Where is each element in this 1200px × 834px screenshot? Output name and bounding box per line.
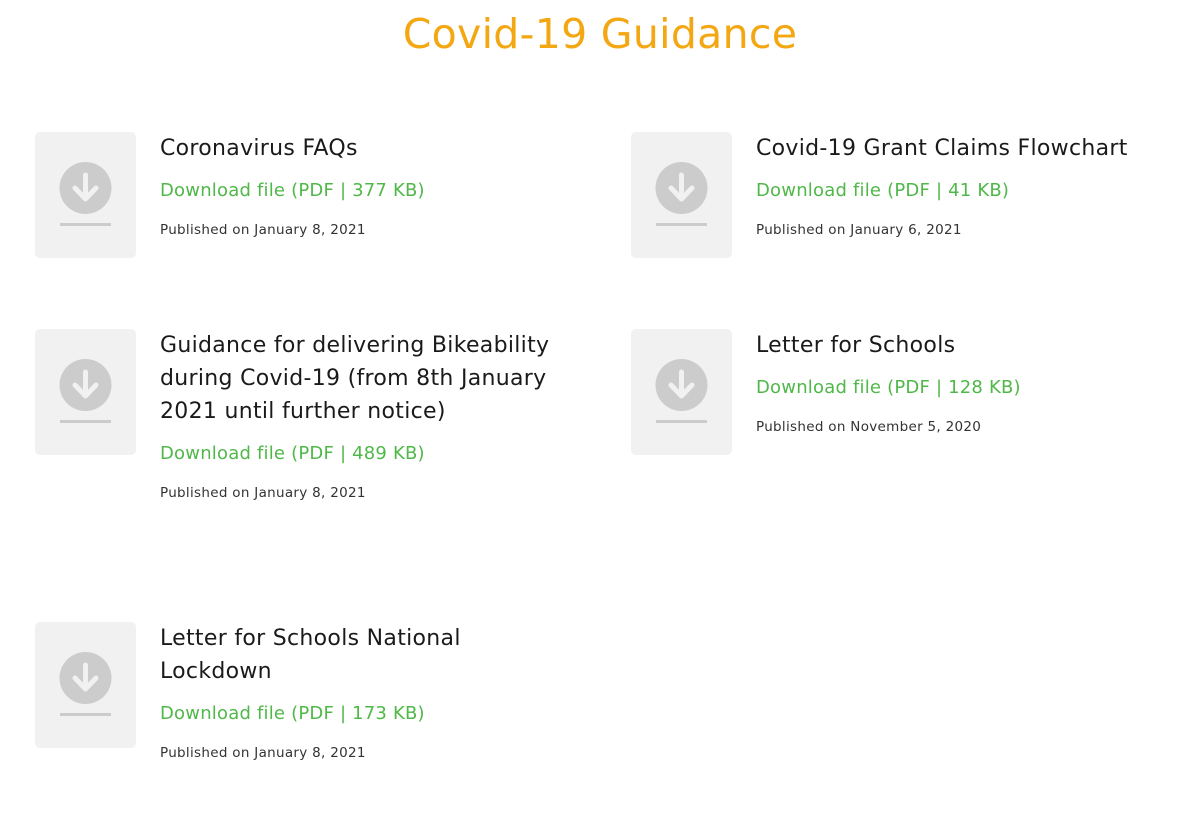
published-date: Published on January 6, 2021 bbox=[756, 222, 962, 238]
file-thumbnail[interactable] bbox=[35, 132, 136, 258]
download-link[interactable]: Download file (PDF | 489 KB) bbox=[160, 443, 425, 464]
document-title: Covid-19 Grant Claims Flowchart bbox=[756, 136, 1128, 161]
document-title: Coronavirus FAQs bbox=[160, 136, 358, 161]
published-date: Published on January 8, 2021 bbox=[160, 745, 366, 761]
file-thumbnail[interactable] bbox=[631, 329, 732, 455]
download-icon bbox=[35, 329, 136, 455]
download-icon bbox=[35, 132, 136, 258]
document-title: Letter for Schools bbox=[756, 333, 956, 358]
download-link[interactable]: Download file (PDF | 377 KB) bbox=[160, 180, 425, 201]
published-date: Published on November 5, 2020 bbox=[756, 419, 982, 435]
page-title: Covid-19 Guidance bbox=[402, 10, 798, 58]
document-title: Letter for Schools National Lockdown bbox=[160, 626, 461, 684]
download-link[interactable]: Download file (PDF | 41 KB) bbox=[756, 180, 1010, 201]
download-icon bbox=[631, 329, 732, 455]
download-icon bbox=[35, 622, 136, 748]
file-thumbnail[interactable] bbox=[35, 329, 136, 455]
file-thumbnail[interactable] bbox=[35, 622, 136, 748]
download-icon bbox=[631, 132, 732, 258]
download-link[interactable]: Download file (PDF | 173 KB) bbox=[160, 703, 425, 724]
published-date: Published on January 8, 2021 bbox=[160, 222, 366, 238]
download-link[interactable]: Download file (PDF | 128 KB) bbox=[756, 377, 1021, 398]
document-title: Guidance for delivering Bikeability during Covid-19 (from 8th January 2021 until further notice) bbox=[160, 333, 550, 424]
published-date: Published on January 8, 2021 bbox=[160, 485, 366, 501]
file-thumbnail[interactable] bbox=[631, 132, 732, 258]
